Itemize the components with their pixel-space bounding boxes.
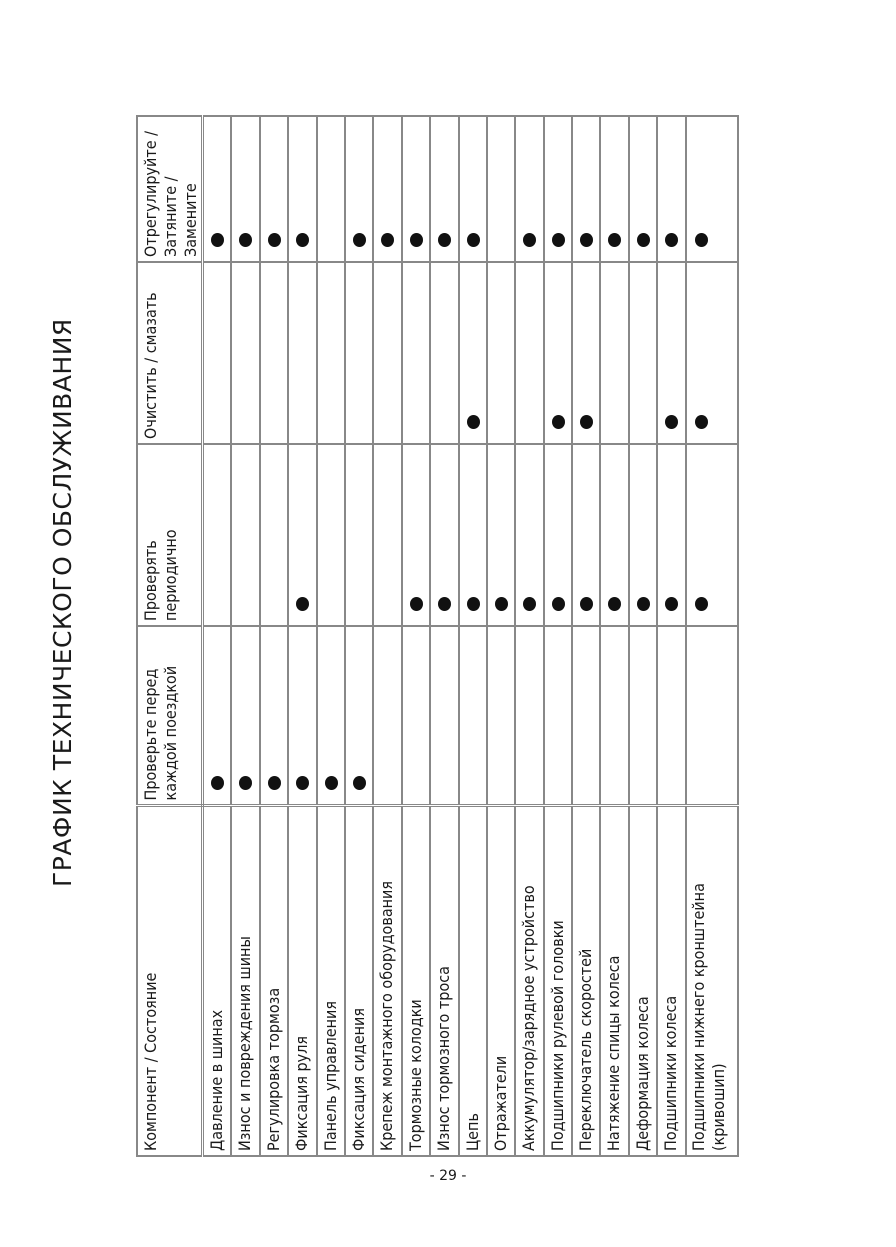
cell-periodic [572,444,600,626]
component-name: Подшипники рулевой головки [544,806,572,1156]
cell-adjust [288,116,316,262]
cell-clean [544,262,572,444]
table-header-row [137,116,203,1156]
header-component: Компонент / Состояние [137,806,203,1156]
cell-adjust [317,116,345,262]
cell-clean [231,262,259,444]
cell-clean [430,262,458,444]
bullet-mark [239,233,252,247]
table-row [600,116,628,1156]
cell-clean [317,262,345,444]
cell-before-ride [459,626,487,806]
bullet-mark [695,233,708,247]
component-name: Подшипники нижнего кронштейна (кривошип) [686,806,738,1156]
component-name: Фиксация сидения [345,806,373,1156]
header-before-ride-line1: Проверьте перед [141,668,160,801]
cell-clean [572,262,600,444]
table-row [345,116,373,1156]
table-row [487,116,515,1156]
header-clean: Очистить / смазать [137,262,203,444]
bullet-mark [495,597,508,611]
cell-clean [260,262,288,444]
table-row [203,116,232,1156]
bullet-mark [438,597,451,611]
maintenance-table [136,115,739,1157]
cell-clean [600,262,628,444]
cell-clean [203,262,232,444]
bullet-mark [552,415,565,429]
cell-before-ride [231,626,259,806]
page-title: ГРАФИК ТЕХНИЧЕСКОГО ОБСЛУЖИВАНИЯ [48,318,77,887]
cell-adjust [572,116,600,262]
cell-adjust [373,116,401,262]
cell-clean [288,262,316,444]
cell-periodic [231,444,259,626]
bullet-mark [381,233,394,247]
component-name: Натяжение спицы колеса [600,806,628,1156]
table-row [572,116,600,1156]
cell-clean [373,262,401,444]
bullet-mark [552,597,565,611]
table-row [317,116,345,1156]
cell-adjust [657,116,685,262]
component-name: Отражатели [487,806,515,1156]
cell-adjust [459,116,487,262]
cell-before-ride [373,626,401,806]
cell-periodic [203,444,232,626]
bullet-mark [665,597,678,611]
cell-clean [686,262,738,444]
cell-adjust [203,116,232,262]
bullet-mark [608,233,621,247]
table-row [288,116,316,1156]
page-number: - 29 - [429,1168,467,1184]
bullet-mark [695,415,708,429]
bullet-mark [325,777,338,791]
cell-before-ride [402,626,430,806]
cell-before-ride [515,626,543,806]
cell-before-ride [629,626,657,806]
bullet-mark [268,233,281,247]
cell-before-ride [572,626,600,806]
cell-periodic [629,444,657,626]
cell-clean [657,262,685,444]
bullet-mark [353,777,366,791]
component-name: Переключатель скоростей [572,806,600,1156]
cell-adjust [629,116,657,262]
header-periodic-line2: периодично [161,529,180,621]
cell-before-ride [288,626,316,806]
cell-before-ride [657,626,685,806]
bullet-mark [353,233,366,247]
cell-periodic [459,444,487,626]
bullet-mark [523,233,536,247]
cell-adjust [260,116,288,262]
cell-adjust [231,116,259,262]
bullet-mark [211,233,224,247]
header-adjust-line2: Затяните / Замените [161,176,200,257]
table-row [686,116,738,1156]
component-name: Давление в шинах [203,806,232,1156]
cell-clean [515,262,543,444]
bullet-mark [467,415,480,429]
component-name: Цепь [459,806,487,1156]
component-name: Крепеж монтажного оборудования [373,806,401,1156]
bullet-mark [580,233,593,247]
cell-before-ride [600,626,628,806]
cell-periodic [373,444,401,626]
cell-periodic [657,444,685,626]
cell-adjust [515,116,543,262]
cell-adjust [402,116,430,262]
cell-periodic [686,444,738,626]
component-name: Панель управления [317,806,345,1156]
component-name: Фиксация руля [288,806,316,1156]
table-row [430,116,458,1156]
component-name: Подшипники колеса [657,806,685,1156]
cell-adjust [686,116,738,262]
cell-periodic [402,444,430,626]
table-row [459,116,487,1156]
cell-adjust [345,116,373,262]
bullet-mark [580,415,593,429]
table-row [515,116,543,1156]
bullet-mark [637,597,650,611]
bullet-mark [268,777,281,791]
header-periodic-line1: Проверять [141,540,160,621]
bullet-mark [695,597,708,611]
bullet-mark [665,415,678,429]
table-row [260,116,288,1156]
cell-before-ride [317,626,345,806]
header-adjust [137,116,203,262]
bullet-mark [410,233,423,247]
cell-adjust [600,116,628,262]
bullet-mark [608,597,621,611]
cell-periodic [345,444,373,626]
cell-periodic [487,444,515,626]
bullet-mark [296,597,309,611]
component-name: Аккумулятор/зарядное устройство [515,806,543,1156]
cell-before-ride [430,626,458,806]
bullet-mark [296,233,309,247]
cell-before-ride [487,626,515,806]
table-row [544,116,572,1156]
bullet-mark [211,777,224,791]
cell-periodic [260,444,288,626]
cell-adjust [544,116,572,262]
bullet-mark [467,233,480,247]
cell-periodic [430,444,458,626]
cell-periodic [317,444,345,626]
cell-before-ride [686,626,738,806]
header-periodic [137,444,203,626]
cell-adjust [430,116,458,262]
table-row [402,116,430,1156]
cell-periodic [544,444,572,626]
component-name: Тормозные колодки [402,806,430,1156]
component-name: Износ и повреждения шины [231,806,259,1156]
cell-periodic [288,444,316,626]
bullet-mark [296,777,309,791]
bullet-mark [523,597,536,611]
bullet-mark [410,597,423,611]
cell-clean [402,262,430,444]
cell-clean [345,262,373,444]
bullet-mark [552,233,565,247]
bullet-mark [637,233,650,247]
table-row [373,116,401,1156]
cell-before-ride [203,626,232,806]
cell-before-ride [544,626,572,806]
component-name: Износ тормозного троса [430,806,458,1156]
bullet-mark [239,777,252,791]
table-row [231,116,259,1156]
header-before-ride [137,626,203,806]
cell-periodic [515,444,543,626]
cell-clean [459,262,487,444]
table-body [203,116,738,1156]
bullet-mark [665,233,678,247]
cell-before-ride [345,626,373,806]
bullet-mark [467,597,480,611]
component-name: Деформация колеса [629,806,657,1156]
header-adjust-line1: Отрегулируйте / [141,130,160,257]
component-name: Регулировка тормоза [260,806,288,1156]
cell-clean [487,262,515,444]
cell-clean [629,262,657,444]
bullet-mark [580,597,593,611]
cell-before-ride [260,626,288,806]
table-row [629,116,657,1156]
bullet-mark [438,233,451,247]
cell-adjust [487,116,515,262]
table-row [657,116,685,1156]
cell-periodic [600,444,628,626]
header-before-ride-line2: каждой поездкой [161,665,180,801]
